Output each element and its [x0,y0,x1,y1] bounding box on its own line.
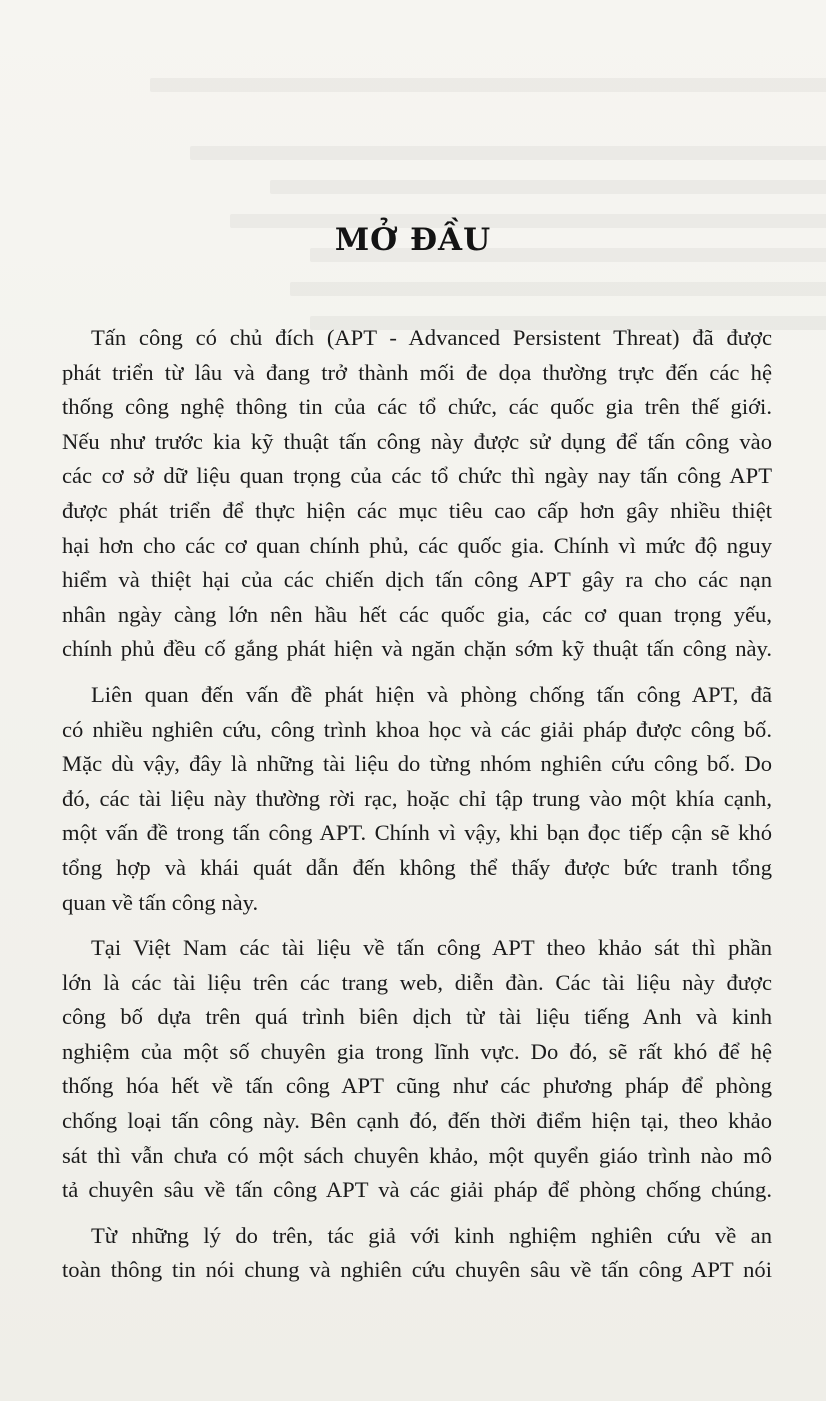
text-line: sát thì vẫn chưa có một sách chuyên khảo, một quyển giáo trình nào mô [62,1142,772,1168]
text-line: công bố dựa trên quá trình biên dịch từ tài liệu tiếng Anh và kinh [62,1004,772,1030]
page-title: MỞ ĐẦU [334,222,492,258]
text-line: Tấn công có chủ đích (APT - Advanced Persistent Threat) đã được [91,325,772,350]
text-line: Từ những lý do trên, tác giả với kinh nghiệm nghiên cứu về an [91,1222,772,1248]
text-line: nghiệm của một số chuyên gia trong lĩnh vực. Do đó, sẽ rất khó để hệ [62,1038,772,1064]
text-line: quan về tấn công này. [62,889,259,915]
text-line: một vấn đề trong tấn công APT. Chính vì vậy, khi bạn đọc tiếp cận sẽ khó [62,820,772,846]
text-line: nhân ngày càng lớn nên hầu hết các quốc gia, các cơ quan trọng yếu, [62,601,772,627]
paragraph-3 [62,931,772,1208]
text-line: tả chuyên sâu về tấn công APT và các giải pháp để phòng chống chúng. [62,1177,772,1203]
body-text [62,321,772,1299]
text-line: hại hơn cho các cơ quan chính phủ, các quốc gia. Chính vì mức độ nguy [62,532,772,558]
text-line: có nhiều nghiên cứu, công trình khoa học và các giải pháp được công bố. [62,716,772,742]
text-line: các cơ sở dữ liệu quan trọng của các tổ chức thì ngày nay tấn công APT [62,463,772,489]
text-line: Mặc dù vậy, đây là những tài liệu do từng nhóm nghiên cứu công bố. Do [62,751,772,777]
text-line: chống loại tấn công này. Bên cạnh đó, đến thời điểm hiện tại, theo khảo [62,1108,772,1134]
text-line: Liên quan đến vấn đề phát hiện và phòng chống tấn công APT, đã [91,681,772,707]
paragraph-2 [62,678,772,920]
text-line: Nếu như trước kia kỹ thuật tấn công này được sử dụng để tấn công vào [62,428,772,454]
text-line: phát triển từ lâu và đang trở thành mối đe dọa thường trực đến các hệ [62,359,772,385]
text-line: toàn thông tin nói chung và nghiên cứu chuyên sâu về tấn công APT nói [62,1257,772,1283]
text-line: được phát triển để thực hiện các mục tiêu cao cấp hơn gây nhiều thiệt [62,497,772,523]
text-line: hiểm và thiệt hại của các chiến dịch tấn công APT gây ra cho các nạn [62,567,772,593]
text-line: Tại Việt Nam các tài liệu về tấn công APT theo khảo sát thì phần [91,935,772,961]
paragraph-4 [62,1219,772,1288]
text-line: thống hóa hết về tấn công APT cũng như các phương pháp để phòng [62,1073,772,1099]
text-line: thống công nghệ thông tin của các tổ chức, các quốc gia trên thế giới. [62,394,772,420]
text-line: đó, các tài liệu này thường rời rạc, hoặc chỉ tập trung vào một khía cạnh, [62,785,772,811]
text-line: lớn là các tài liệu trên các trang web, diễn đàn. Các tài liệu này được [62,969,772,995]
paragraph-1 [62,321,772,667]
text-line: chính phủ đều cố gắng phát hiện và ngăn chặn sớm kỹ thuật tấn công này. [62,636,772,662]
text-line: tổng hợp và khái quát dẫn đến không thể thấy được bức tranh tổng [62,854,772,880]
